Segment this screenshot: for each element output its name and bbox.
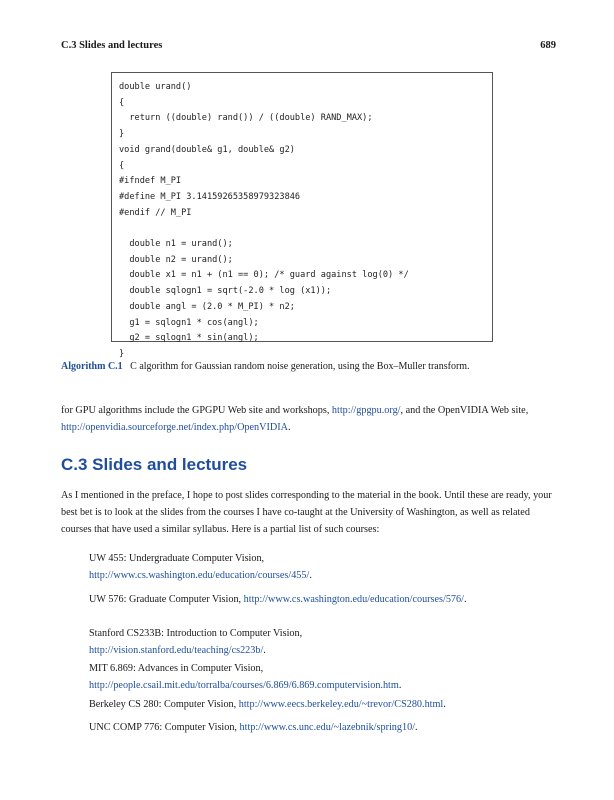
code-line: double n1 = urand(); xyxy=(119,239,233,250)
intro-text-after: . xyxy=(288,422,291,433)
caption-label: Algorithm C.1 xyxy=(61,361,123,372)
intro-text-middle: , and the OpenVIDIA Web site, xyxy=(400,405,529,416)
code-line: double angl = (2.0 * M_PI) * n2; xyxy=(119,301,295,312)
intro-text-before: for GPU algorithms include the GPGPU Web site and workshops, xyxy=(61,405,332,416)
course-name: UNC COMP 776: Computer Vision, xyxy=(89,722,240,733)
caption-text: C algorithm for Gaussian random noise generation, using the Box–Muller transform. xyxy=(130,361,470,372)
course-name: UW 455: Undergraduate Computer Vision, xyxy=(89,553,265,564)
course-link[interactable]: http://vision.stanford.edu/teaching/cs223b/ xyxy=(89,645,264,656)
code-line: } xyxy=(119,348,125,359)
code-line: return ((double) rand()) / ((double) RAND_MAX); xyxy=(119,113,373,124)
course-link[interactable]: http://www.eecs.berkeley.edu/~trevor/CS280.html xyxy=(238,699,444,710)
section-heading: C.3 Slides and lectures xyxy=(61,455,248,474)
list-item: UW 576: Graduate Computer Vision, http://www.cs.washington.edu/education/courses/576/. xyxy=(89,594,467,605)
list-item: Stanford CS233B: Introduction to Computer Vision, http://vision.stanford.edu/teaching/cs223b/. xyxy=(89,628,303,656)
code-line: g1 = sqlogn1 * cos(angl); xyxy=(119,317,259,328)
list-item: UW 455: Undergraduate Computer Vision, http://www.cs.washington.edu/education/courses/455/. xyxy=(89,553,312,581)
code-lines xyxy=(119,80,409,363)
code-line: g2 = sqlogn1 * sin(angl); xyxy=(119,333,259,344)
code-line: { xyxy=(119,160,125,171)
course-name: Stanford CS233B: Introduction to Computer Vision, xyxy=(89,628,303,639)
running-head-section: C.3 Slides and lectures xyxy=(61,40,163,51)
code-line: #ifndef M_PI xyxy=(119,176,182,187)
course-name: UW 576: Graduate Computer Vision, xyxy=(89,594,244,605)
section-paragraph: As I mentioned in the preface, I hope to post slides corresponding to the material in the book. Until these are ready, your best bet is to look at the slides from the courses I have co-taught at the University of Washington, as well as related courses that have used a similar syllabus. Here is a partial list of such courses: xyxy=(61,490,552,535)
running-head xyxy=(61,40,556,54)
course-link[interactable]: http://www.cs.washington.edu/education/courses/455/ xyxy=(89,570,310,581)
list-item: Berkeley CS 280: Computer Vision, http://www.eecs.berkeley.edu/~trevor/CS280.html. xyxy=(89,699,446,710)
course-name: Berkeley CS 280: Computer Vision, xyxy=(89,699,239,710)
code-line: #endif // M_PI xyxy=(119,207,192,218)
code-line: void grand(double& g1, double& g2) xyxy=(119,144,295,155)
course-link[interactable]: http://www.cs.washington.edu/education/courses/576/ xyxy=(243,594,464,605)
course-link[interactable]: http://www.cs.unc.edu/~lazebnik/spring10/ xyxy=(239,722,415,733)
code-line: double urand() xyxy=(119,82,192,92)
openvidia-link[interactable]: http://openvidia.sourceforge.net/index.php/OpenVIDIA xyxy=(61,422,288,433)
intro-paragraph xyxy=(61,402,556,436)
list-item: UNC COMP 776: Computer Vision, http://www.cs.unc.edu/~lazebnik/spring10/. xyxy=(89,722,418,733)
course-link[interactable]: http://people.csail.mit.edu/torralba/courses/6.869/6.869.computervision.htm xyxy=(89,680,399,691)
course-name: MIT 6.869: Advances in Computer Vision, xyxy=(89,663,264,674)
code-line: { xyxy=(119,97,125,108)
code-line: } xyxy=(119,129,125,140)
gpgpu-link[interactable]: http://gpgpu.org/ xyxy=(331,405,401,416)
code-line: double sqlogn1 = sqrt(-2.0 * log (x1)); xyxy=(119,286,332,297)
algorithm-caption xyxy=(61,360,556,373)
code-line: double n2 = urand(); xyxy=(119,254,233,265)
list-item: MIT 6.869: Advances in Computer Vision, http://people.csail.mit.edu/torralba/courses/6.869/6.869.computervision.htm. xyxy=(89,663,402,691)
code-listing xyxy=(111,72,493,359)
code-line: #define M_PI 3.14159265358979323846 xyxy=(119,191,301,202)
code-line: double x1 = n1 + (n1 == 0); /* guard against log(0) */ xyxy=(119,270,409,281)
page-number: 689 xyxy=(540,40,556,51)
